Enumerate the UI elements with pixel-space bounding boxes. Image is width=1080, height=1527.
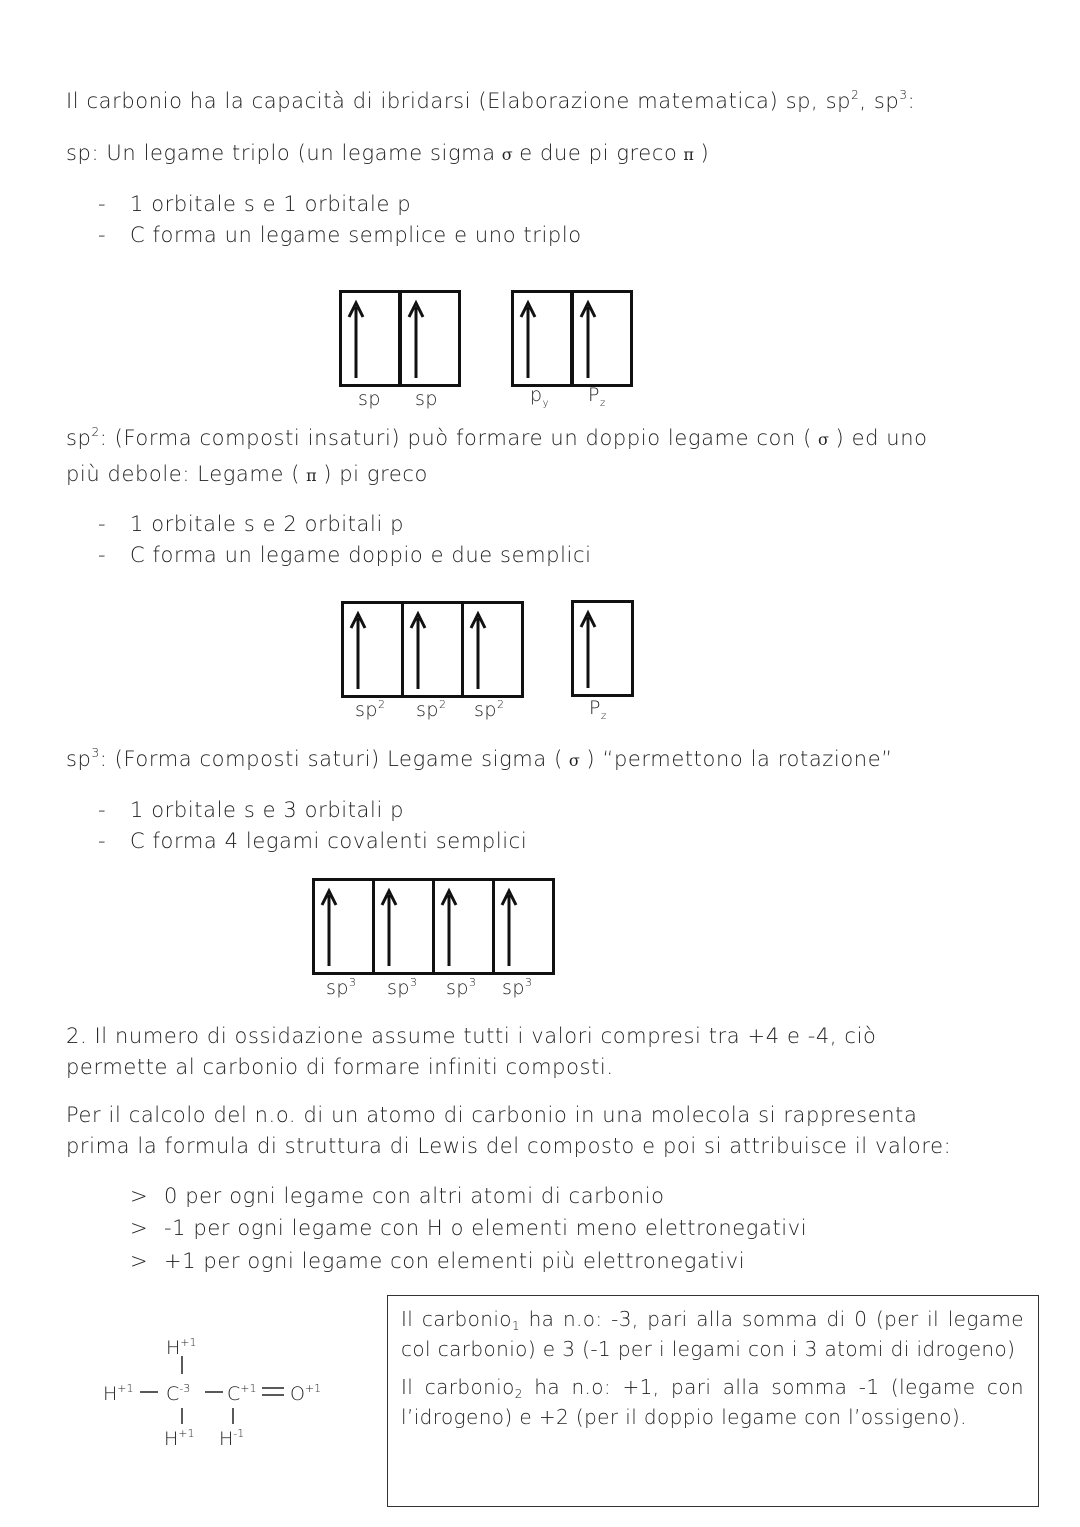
electron-up-arrow-icon	[344, 604, 401, 695]
orbital-box	[401, 601, 464, 698]
orbital-box	[571, 600, 634, 697]
orbital-label: $P_z$	[589, 697, 607, 722]
orbital-label: $sp^3$	[502, 976, 533, 999]
oxidation-para1-line1: 2. Il numero di ossidazione assume tutti i valori compresi tra +4 e -4, ciò	[66, 1024, 877, 1048]
orbital-label: $P_z$	[588, 384, 606, 409]
atom-h-bottom-2: $H^{-1}$	[219, 1427, 245, 1450]
orbital-label: $sp^3$	[326, 976, 357, 999]
sigma-symbol: σ	[817, 430, 830, 449]
electron-up-arrow-icon	[402, 293, 458, 384]
orbital-box	[571, 290, 633, 387]
electron-up-arrow-icon	[495, 881, 552, 972]
sp2-bullet-2: - C forma un legame doppio e due semplici	[98, 543, 592, 567]
atom-h-left: $H^{+1}$	[103, 1382, 134, 1405]
sp2-bullet-1: - 1 orbitale s e 2 orbitali p	[98, 512, 405, 536]
orbital-box	[432, 878, 495, 975]
atom-h-bottom-1: $H^{+1}$	[164, 1427, 195, 1450]
electron-up-arrow-icon	[404, 604, 461, 695]
electron-up-arrow-icon	[342, 293, 398, 384]
sp2-heading-line2: più debole: Legame ( π ) pi greco	[66, 462, 428, 486]
pi-symbol: π	[306, 466, 318, 485]
orbital-box	[461, 601, 524, 698]
pi-symbol: π	[683, 145, 695, 164]
sigma-symbol: σ	[568, 751, 581, 770]
orbital-label: $sp^3$	[387, 976, 418, 999]
orbital-label: sp	[358, 388, 381, 410]
oxidation-para1-line2: permette al carbonio di formare infiniti composti.	[66, 1055, 614, 1079]
oxidation-para2-line2: prima la formula di struttura di Lewis del composto e poi si attribuisce il valore:	[66, 1134, 952, 1158]
intro-line: Il carbonio ha la capacità di ibridarsi (Elaborazione matematica) sp, $sp^2$, $sp^3$:	[66, 88, 916, 113]
electron-up-arrow-icon	[315, 881, 372, 972]
rule-item: > +1 per ogni legame con elementi più elettronegativi	[130, 1249, 746, 1273]
electron-up-arrow-icon	[514, 293, 570, 384]
sp3-bullet-2: - C forma 4 legami covalenti semplici	[98, 829, 528, 853]
sp3-bullet-1: - 1 orbitale s e 3 orbitali p	[98, 798, 405, 822]
atom-c2: $C^{+1}$	[227, 1382, 257, 1405]
sp3-heading: $sp^3$: (Forma composti saturi) Legame sigma ( σ ) “permettono la rotazione”	[66, 746, 893, 771]
orbital-label: sp	[415, 388, 438, 410]
sigma-symbol: σ	[501, 145, 514, 164]
electron-up-arrow-icon	[464, 604, 521, 695]
carbon1-explanation: Il carbonio$_1$ ha n.o: -3, pari alla somma di 0 (per il legame col carbonio) e 3 (-1 per i legami con i 3 atomi di idrogeno)	[401, 1307, 1025, 1361]
atom-c1: $C^{-3}$	[166, 1382, 191, 1405]
sp-heading: sp: Un legame triplo (un legame sigma σ e due pi greco π )	[66, 141, 710, 165]
orbital-label: $sp^2$	[474, 698, 505, 721]
orbital-label: $sp^2$	[355, 698, 386, 721]
orbital-label: $sp^2$	[416, 698, 447, 721]
electron-up-arrow-icon	[574, 293, 630, 384]
sp2-heading-line1: $sp^2$: (Forma composti insaturi) può formare un doppio legame con ( σ ) ed uno	[66, 425, 928, 450]
orbital-box	[341, 601, 404, 698]
carbon2-explanation: Il carbonio$_2$ ha n.o: +1, pari alla somma -1 (legame con l’idrogeno) e +2 (per il doppio legame con l’ossigeno).	[401, 1375, 1024, 1429]
atom-h-top: $H^{+1}$	[166, 1336, 197, 1359]
sp-bullet-2: - C forma un legame semplice e uno triplo	[98, 223, 582, 247]
orbital-label: $p_y$	[530, 384, 549, 409]
rule-item: > -1 per ogni legame con H o elementi meno elettronegativi	[130, 1216, 808, 1240]
rule-item: > 0 per ogni legame con altri atomi di carbonio	[130, 1184, 665, 1208]
atom-o: $O^{+1}$	[290, 1382, 322, 1405]
orbital-box	[511, 290, 573, 387]
orbital-box	[399, 290, 461, 387]
explanation-box	[387, 1295, 1039, 1507]
electron-up-arrow-icon	[375, 881, 432, 972]
electron-up-arrow-icon	[574, 603, 631, 694]
orbital-box	[372, 878, 435, 975]
orbital-box	[339, 290, 401, 387]
sp-bullet-1: - 1 orbitale s e 1 orbitale p	[98, 192, 412, 216]
orbital-box	[312, 878, 375, 975]
orbital-label: $sp^3$	[446, 976, 477, 999]
electron-up-arrow-icon	[435, 881, 492, 972]
orbital-box	[492, 878, 555, 975]
oxidation-para2-line1: Per il calcolo del n.o. di un atomo di carbonio in una molecola si rappresenta	[66, 1103, 918, 1127]
